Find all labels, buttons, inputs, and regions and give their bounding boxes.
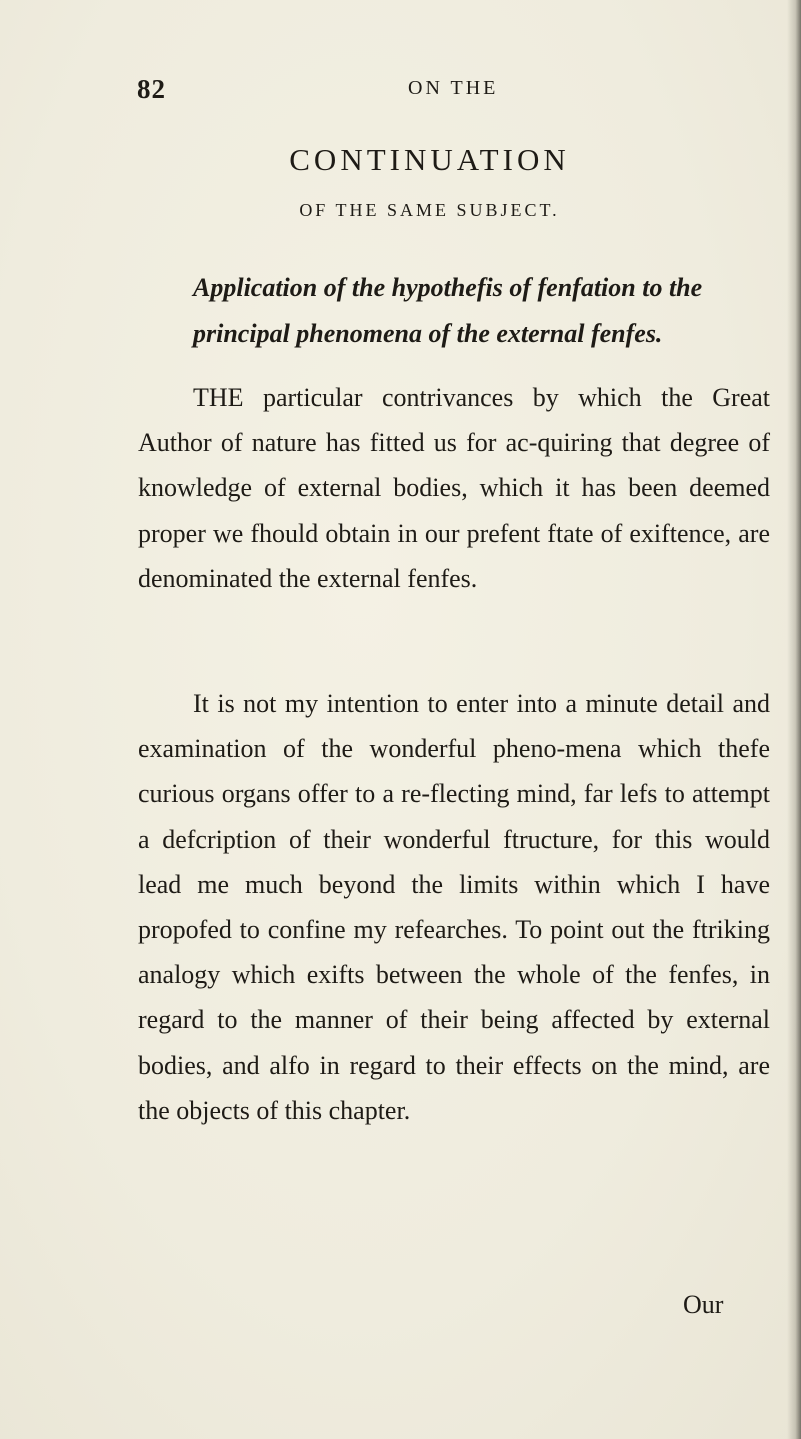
chapter-summary — [193, 265, 753, 357]
paragraph-1-text: THE particular contrivances by which the Great Author of nature has fitted us for ac-quiring that degree of knowledge of external bodies, which it has been deemed proper we fhould obtain in our prefent ftate of exiftence, are denominated the external fenfes. — [138, 383, 770, 593]
chapter-title: CONTINUATION — [289, 142, 570, 177]
chapter-subtitle: OF THE SAME SUBJECT. — [299, 200, 560, 220]
paragraph-1 — [138, 375, 770, 601]
page-number: 82 — [137, 74, 166, 104]
catchword: Our — [683, 1290, 724, 1319]
page-header — [0, 70, 801, 110]
running-head: ON THE — [408, 77, 499, 99]
paragraph-2 — [138, 681, 770, 1133]
paragraph-2-text: It is not my intention to enter into a minute detail and examination of the wonderful pheno-mena which thefe curious organs offer to a re-flecting mind, far lefs to attempt a defcription of their wonderful ftructure, for this would lead me much beyond the limits within which I have propofed to confine my refearches. To point out the ftriking analogy which exifts between the whole of the fenfes, in regard to the manner of their being affected by external bodies, and alfo in regard to their effects on the mind, are the objects of this chapter. — [138, 689, 770, 1125]
summary-line-2: principal phenomena of the external fenfes. — [193, 319, 663, 348]
summary-line-1: Application of the hypothefis of fenfation to the — [193, 273, 703, 302]
